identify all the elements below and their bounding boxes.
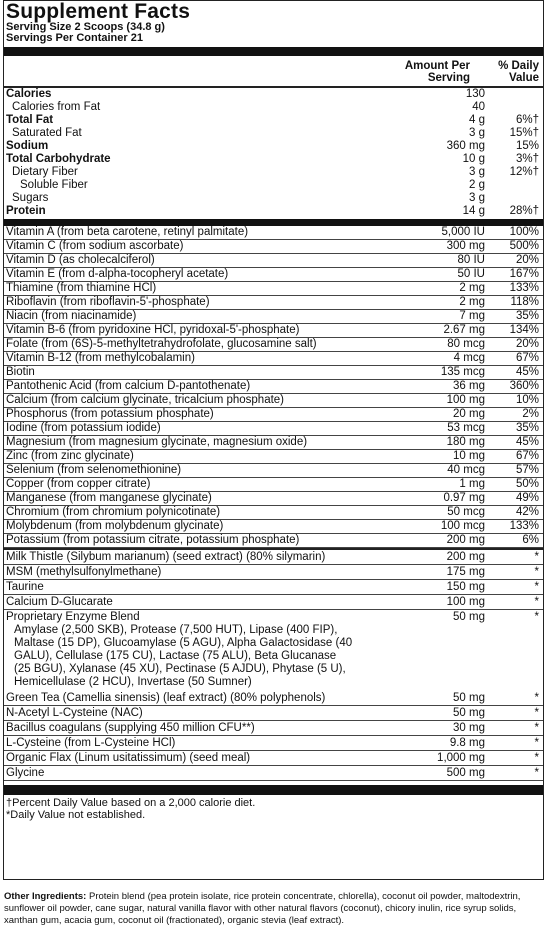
footnotes [4, 795, 543, 821]
nutrient-row [4, 254, 543, 268]
amount-per-serving-header: Amount Per Serving [404, 60, 470, 84]
nutrient-label: Molybdenum (from molybdenum glycinate) [6, 520, 224, 532]
nutrient-daily-value: * [534, 752, 539, 764]
nutrient-row [4, 520, 543, 534]
nutrient-amount: 40 [472, 101, 485, 113]
nutrient-amount: 80 mcg [447, 338, 485, 350]
nutrient-daily-value: 67% [515, 450, 539, 462]
nutrient-amount: 1,000 mg [437, 752, 485, 764]
nutrient-daily-value: 45% [515, 366, 539, 378]
nutrient-amount: 5,000 IU [441, 226, 485, 238]
nutrient-amount: 0.97 mg [443, 492, 485, 504]
nutrient-daily-value: 20% [515, 254, 539, 266]
nutrient-amount: 14 g [462, 205, 485, 217]
nutrient-label: Calories from Fat [12, 101, 101, 113]
nutrient-row [4, 422, 543, 436]
nutrient-amount: 360 mg [446, 140, 485, 152]
nutrient-label: Sugars [12, 192, 49, 204]
nutrient-label: Folate (from (6S)-5-methyltetrahydrofolate, glucosamine salt) [6, 338, 317, 350]
nutrient-row [4, 226, 543, 240]
nutrient-label: Soluble Fiber [20, 179, 88, 191]
other-ingredients [0, 891, 549, 927]
vitamin-mineral-list [4, 226, 543, 548]
nutrient-daily-value: * [534, 767, 539, 779]
footnote-dagger: †Percent Daily Value based on a 2,000 calorie diet. [6, 797, 256, 809]
nutrient-row [4, 192, 543, 205]
nutrient-row [4, 296, 543, 310]
nutrient-daily-value: 500% [509, 240, 539, 252]
nutrient-row [4, 205, 543, 218]
nutrient-label: Bacillus coagulans (supplying 450 million CFU**) [6, 722, 255, 734]
nutrient-daily-value: * [534, 596, 539, 608]
nutrient-row [4, 580, 543, 595]
nutrient-label: Manganese (from manganese glycinate) [6, 492, 212, 504]
nutrient-row [4, 140, 543, 153]
nutrient-label: Vitamin B-6 (from pyridoxine HCl, pyridoxal-5'-phosphate) [6, 324, 300, 336]
nutrient-label: Niacin (from niacinamide) [6, 310, 137, 322]
nutrient-row [4, 595, 543, 610]
nutrient-row [4, 88, 543, 101]
nutrient-label: Sodium [6, 140, 49, 152]
nutrient-label: Vitamin B-12 (from methylcobalamin) [6, 352, 195, 364]
nutrient-label: Organic Flax (Linum usitatissimum) (seed meal) [6, 752, 251, 764]
nutrient-amount: 200 mg [446, 551, 485, 563]
nutrient-amount: 500 mg [446, 767, 485, 779]
nutrient-label: Glycine [6, 767, 45, 779]
nutrient-daily-value: 57% [515, 464, 539, 476]
nutrient-label: Copper (from copper citrate) [6, 478, 151, 490]
nutrient-amount: 4 mcg [453, 352, 485, 364]
nutrient-daily-value: 134% [509, 324, 539, 336]
nutrient-daily-value: * [534, 551, 539, 563]
nutrient-label: Total Fat [6, 114, 54, 126]
nutrient-amount: 180 mg [446, 436, 485, 448]
nutrient-row [4, 721, 543, 736]
nutrient-daily-value: 20% [515, 338, 539, 350]
nutrient-amount: 100 mcg [440, 520, 485, 532]
nutrient-daily-value: 3%† [515, 153, 539, 165]
nutrient-daily-value: 28%† [509, 205, 539, 217]
nutrient-row [4, 766, 543, 781]
nutrient-daily-value: * [534, 707, 539, 719]
nutrient-daily-value: 12%† [509, 166, 539, 178]
nutrient-amount: 130 [465, 88, 485, 100]
nutrient-daily-value: 50% [515, 478, 539, 490]
nutrient-row [4, 268, 543, 282]
nutrient-amount: 80 IU [457, 254, 485, 266]
nutrient-row [4, 282, 543, 296]
nutrient-amount: 300 mg [446, 240, 485, 252]
nutrient-row [4, 310, 543, 324]
nutrient-daily-value: 67% [515, 352, 539, 364]
nutrient-amount: 50 mg [453, 611, 485, 623]
nutrient-label: Proprietary Enzyme Blend [6, 611, 140, 623]
nutrient-daily-value: 167% [509, 268, 539, 280]
nutrient-daily-value: * [534, 722, 539, 734]
nutrient-amount: 200 mg [446, 534, 485, 546]
nutrient-row [4, 153, 543, 166]
enzyme-blend-detail: Amylase (2,500 SKB), Protease (7,500 HUT), Lipase (400 FIP), Maltase (15 DP), Glucoamylase (5 AGU), Alpha Galactosidase (40 GALU), Cellulase (175 CU), Lactase (75 ALU), Beta Glucanase (25 BGU), Xylanase (45 XU), Pectinase (5 AJDU), Phytase (5 U), Hemicellulase (2 HCU), Invertase (50 Sumner) [14, 624, 353, 688]
nutrient-row [4, 394, 543, 408]
nutrient-label: Biotin [6, 366, 35, 378]
nutrient-amount: 150 mg [446, 581, 485, 593]
nutrient-label: Taurine [6, 581, 44, 593]
nutrient-amount: 50 IU [457, 268, 485, 280]
nutrient-amount: 1 mg [459, 478, 485, 490]
nutrient-row [4, 610, 543, 624]
nutrient-amount: 50 mg [453, 707, 485, 719]
nutrient-daily-value: 45% [515, 436, 539, 448]
nutrient-row [4, 408, 543, 422]
nutrient-label: Green Tea (Camellia sinensis) (leaf extract) (80% polyphenols) [6, 692, 326, 704]
divider-thick [4, 219, 543, 226]
nutrient-label: Phosphorus (from potassium phosphate) [6, 408, 214, 420]
serving-size: Serving Size 2 Scoops (34.8 g) [6, 21, 165, 33]
nutrient-daily-value: 133% [509, 282, 539, 294]
nutrient-label: Vitamin A (from beta carotene, retinyl palmitate) [6, 226, 249, 238]
nutrient-label: Protein [6, 205, 46, 217]
nutrient-row [4, 101, 543, 114]
nutrient-row [4, 506, 543, 520]
nutrient-row [4, 179, 543, 192]
nutrient-label: MSM (methylsulfonylmethane) [6, 566, 162, 578]
nutrient-amount: 2.67 mg [443, 324, 485, 336]
nutrient-amount: 2 mg [459, 282, 485, 294]
nutrient-label: Vitamin E (from d-alpha-tocopheryl acetate) [6, 268, 229, 280]
nutrient-daily-value: 42% [515, 506, 539, 518]
nutrient-amount: 100 mg [446, 596, 485, 608]
nutrient-row [4, 706, 543, 721]
nutrient-label: L-Cysteine (from L-Cysteine HCl) [6, 737, 176, 749]
nutrient-label: Dietary Fiber [12, 166, 78, 178]
nutrient-row [4, 534, 543, 548]
nutrient-amount: 50 mcg [447, 506, 485, 518]
nutrient-label: Calories [6, 88, 52, 100]
nutrient-amount: 2 mg [459, 296, 485, 308]
nutrient-amount: 50 mg [453, 692, 485, 704]
nutrient-daily-value: 360% [509, 380, 539, 392]
nutrient-row [4, 436, 543, 450]
nutrient-label: Iodine (from potassium iodide) [6, 422, 161, 434]
nutrient-row [4, 478, 543, 492]
nutrient-daily-value: 118% [510, 296, 539, 308]
footnote-asterisk: *Daily Value not established. [6, 809, 146, 821]
nutrient-row [4, 691, 543, 706]
nutrient-daily-value: 49% [515, 492, 539, 504]
daily-value-header: % Daily Value [498, 60, 539, 84]
nutrient-daily-value: * [534, 566, 539, 578]
nutrient-amount: 53 mcg [447, 422, 485, 434]
nutrient-daily-value: 6% [522, 534, 539, 546]
nutrient-row [4, 751, 543, 766]
nutrient-daily-value: 6%† [515, 114, 539, 126]
nutrient-daily-value: 2% [522, 408, 539, 420]
nutrient-amount: 3 g [469, 127, 485, 139]
nutrient-amount: 20 mg [453, 408, 485, 420]
nutrient-amount: 30 mg [453, 722, 485, 734]
nutrient-row [4, 324, 543, 338]
nutrient-amount: 175 mg [446, 566, 485, 578]
nutrient-label: Total Carbohydrate [6, 153, 111, 165]
nutrient-daily-value: 15%† [509, 127, 539, 139]
nutrient-amount: 3 g [469, 192, 485, 204]
nutrient-daily-value: 35% [515, 310, 539, 322]
nutrient-row [4, 338, 543, 352]
nutrient-label: Calcium (from calcium glycinate, tricalcium phosphate) [6, 394, 285, 406]
nutrient-label: Magnesium (from magnesium glycinate, magnesium oxide) [6, 436, 308, 448]
nutrient-amount: 9.8 mg [449, 737, 485, 749]
nutrient-amount: 10 mg [453, 450, 485, 462]
nutrient-daily-value: * [534, 611, 539, 623]
nutrient-label: Saturated Fat [12, 127, 82, 139]
nutrient-label: Milk Thistle (Silybum marianum) (seed extract) (80% silymarin) [6, 551, 326, 563]
divider-thick [4, 47, 543, 56]
nutrient-amount: 10 g [462, 153, 485, 165]
nutrient-label: Vitamin C (from sodium ascorbate) [6, 240, 184, 252]
nutrient-daily-value: 15% [515, 140, 539, 152]
nutrient-daily-value: 133% [509, 520, 539, 532]
nutrient-row [4, 736, 543, 751]
nutrient-amount: 3 g [469, 166, 485, 178]
other-ingredients-list-a [4, 550, 543, 624]
nutrient-row [4, 565, 543, 580]
nutrient-daily-value: * [534, 692, 539, 704]
nutrient-amount: 7 mg [459, 310, 485, 322]
nutrient-label: N-Acetyl L-Cysteine (NAC) [6, 707, 143, 719]
divider-thick [4, 785, 543, 795]
nutrient-amount: 2 g [469, 179, 485, 191]
nutrient-row [4, 550, 543, 565]
nutrient-daily-value: * [534, 581, 539, 593]
other-ingredients-text: Protein blend (pea protein isolate, rice protein concentrate, chlorella), coconut oil powder, maltodextrin, sunflower oil powder, cane sugar, natural vanilla flavor with other natural flavors (coconut), chicory inulin, rice syrup solids, xanthan gum, acacia gum, coconut oil (fractionated), organic stevia (leaf extract). [4, 891, 521, 926]
nutrient-amount: 40 mcg [447, 464, 485, 476]
servings-per-container: Servings Per Container 21 [6, 32, 143, 44]
column-header [4, 56, 543, 86]
nutrient-daily-value: 35% [515, 422, 539, 434]
nutrient-row [4, 114, 543, 127]
nutrient-row [4, 127, 543, 140]
nutrient-label: Pantothenic Acid (from calcium D-pantothenate) [6, 380, 251, 392]
nutrient-label: Calcium D-Glucarate [6, 596, 113, 608]
nutrient-row [4, 464, 543, 478]
nutrient-daily-value: 10% [515, 394, 539, 406]
nutrient-row [4, 352, 543, 366]
nutrient-row [4, 166, 543, 179]
other-ingredients-list-b [4, 691, 543, 781]
nutrient-daily-value: * [534, 737, 539, 749]
nutrient-label: Vitamin D (as cholecalciferol) [6, 254, 155, 266]
nutrient-row [4, 240, 543, 254]
nutrient-daily-value: 100% [509, 226, 539, 238]
supplement-facts-panel [3, 0, 544, 880]
nutrient-amount: 36 mg [453, 380, 485, 392]
panel-title: Supplement Facts [6, 0, 191, 23]
nutrient-label: Zinc (from zinc glycinate) [6, 450, 134, 462]
nutrient-label: Selenium (from selenomethionine) [6, 464, 182, 476]
nutrient-row [4, 366, 543, 380]
nutrient-row [4, 492, 543, 506]
other-ingredients-label: Other Ingredients: [4, 891, 87, 902]
nutrient-amount: 135 mcg [440, 366, 485, 378]
nutrient-amount: 100 mg [446, 394, 485, 406]
nutrient-label: Riboflavin (from riboflavin-5'-phosphate) [6, 296, 210, 308]
nutrient-label: Thiamine (from thiamine HCl) [6, 282, 157, 294]
nutrient-label: Chromium (from chromium polynicotinate) [6, 506, 221, 518]
nutrient-row [4, 380, 543, 394]
nutrient-label: Potassium (from potassium citrate, potassium phosphate) [6, 534, 300, 546]
nutrient-row [4, 450, 543, 464]
macronutrient-list [4, 88, 543, 218]
nutrient-amount: 4 g [469, 114, 485, 126]
